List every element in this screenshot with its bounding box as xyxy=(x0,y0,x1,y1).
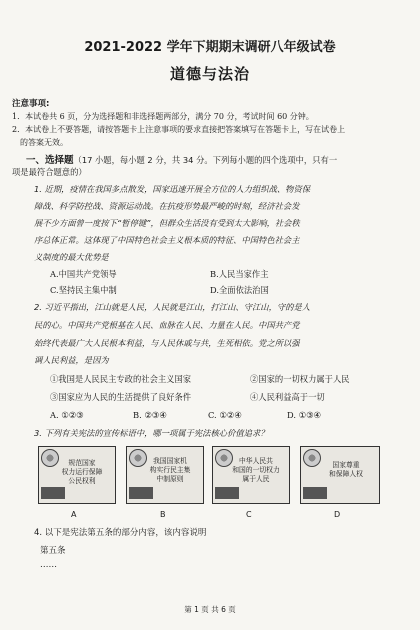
q2-statement-1: ①我国是人民民主专政的社会主义国家 xyxy=(50,374,192,384)
q3-card-b xyxy=(126,446,204,504)
q1-option-b: B.人民当家作主 xyxy=(210,269,269,279)
notes-heading: 注意事项: xyxy=(12,99,50,109)
q2-option-a: A. ①②③ xyxy=(50,410,84,420)
q2-line-1: 2. 习近平指出，江山就是人民，人民就是江山，打江山、守江山，守的是人 xyxy=(34,302,311,312)
q1-line-4: 序总体正常。这体现了中国特色社会主义根本质的特征、中国特色社会主 xyxy=(34,235,300,245)
tiananmen-icon xyxy=(41,487,65,499)
note-1: 1．本试卷共 6 页，分为选择题和非选择题两部分，满分 70 分，考试时间 60 分钟。 xyxy=(12,112,314,121)
q3-card-a-text: 规范国家 权力运行保障 公民权利 xyxy=(61,459,103,485)
q2-line-2: 民的心。中国共产党根基在人民、血脉在人民、力量在人民。中国共产党 xyxy=(34,320,300,330)
section-heading-title: 一、选择题 xyxy=(26,155,74,166)
subject-title: 道德与法治 xyxy=(169,65,250,83)
q2-statement-4: ④人民利益高于一切 xyxy=(250,392,325,402)
q1-line-1: 1. 近期，疫情在我国多点散发，国家迅速开展全方位的人力组织战、物资保 xyxy=(34,184,311,194)
q3-label-b: B xyxy=(160,510,166,519)
q2-statement-2: ②国家的一切权力属于人民 xyxy=(250,374,350,384)
q1-option-c: C.坚持民主集中制 xyxy=(50,285,117,295)
section-heading xyxy=(26,152,337,166)
q3-label-a: A xyxy=(71,510,77,519)
q3-card-b-text: 我国国家机 构实行民主集 中制原则 xyxy=(149,457,191,483)
q3-card-a xyxy=(38,446,116,504)
q3-card-c-text: 中华人民共 和国的一切权力 属于人民 xyxy=(232,457,280,483)
note-2-cont: 的答案无效。 xyxy=(20,138,68,147)
note-2: 2．本试卷上不要答题，请按答题卡上注意事项的要求直接把答案填写在答题卡上，写在试卷上 xyxy=(12,125,346,134)
q3-card-d xyxy=(300,446,380,504)
exam-title: 2021-2022 学年下期期末调研八年级试卷 xyxy=(84,40,336,55)
q2-option-c: C. ①②④ xyxy=(208,410,242,420)
q4-ellipsis: …… xyxy=(40,560,57,570)
q3-label-d: D xyxy=(334,510,341,519)
tiananmen-icon xyxy=(215,487,239,499)
q1-line-3: 展不少方面曾一度按下“暂停键”，但群众生活没有受到太大影响，社会秩 xyxy=(34,218,300,228)
q1-option-a: A.中国共产党领导 xyxy=(50,269,117,279)
q1-line-5: 义制度的最大优势是 xyxy=(34,252,109,262)
q1-line-2: 障战、科学防控战、资源运动战。在抗疫形势最严峻的时刻，经济社会发 xyxy=(34,201,300,211)
q2-option-b: B. ②③④ xyxy=(133,410,167,420)
q4-stem: 4. 以下是宪法第五条的部分内容，该内容说明 xyxy=(34,528,207,538)
q3-stem: 3. 下列有关宪法的宣传标语中，哪一项属于宪法核心价值追求？ xyxy=(34,428,269,438)
q2-line-4: 调人民利益，是因为 xyxy=(34,355,109,365)
q2-option-d: D. ①③④ xyxy=(287,410,321,420)
q3-card-c xyxy=(212,446,290,504)
q4-article: 第五条 xyxy=(40,546,66,556)
page-footer: 第 1 页 共 6 页 xyxy=(184,605,236,614)
section-heading-desc: （17 小题，每小题 2 分，共 34 分。下列每小题的四个选项中，只有一 xyxy=(73,155,338,165)
q3-label-c: C xyxy=(246,510,252,519)
section-heading-desc-cont: 项是最符合题意的） xyxy=(12,167,87,177)
q1-option-d: D.全面依法治国 xyxy=(210,285,269,295)
tiananmen-icon xyxy=(303,487,327,499)
q3-card-d-text: 国家尊重 和保障人权 xyxy=(329,461,363,478)
q2-line-3: 始终代表最广大人民根本利益，与人民休戚与共，生死相依。党之所以强 xyxy=(34,338,300,348)
tiananmen-icon xyxy=(129,487,153,499)
q2-statement-3: ③国家应为人民的生活提供了良好条件 xyxy=(50,392,192,402)
